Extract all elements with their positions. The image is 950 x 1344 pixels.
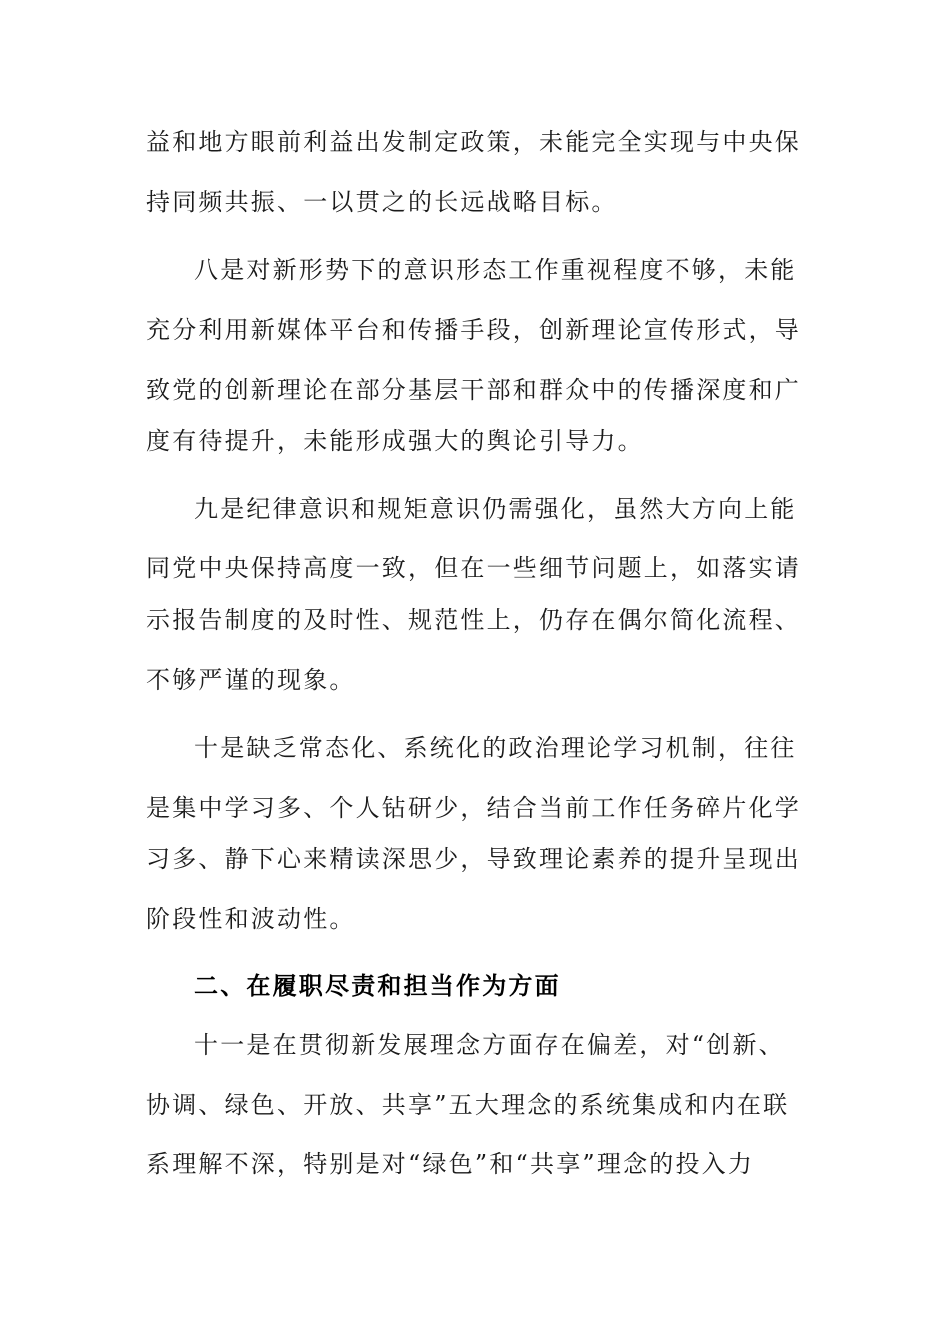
paragraph-2-line-2: 充分利用新媒体平台和传播手段，创新理论宣传形式，导: [146, 316, 801, 344]
paragraph-4-line-1: 十是缺乏常态化、系统化的政治理论学习机制，往往: [194, 734, 797, 762]
paragraph-3-line-2: 同党中央保持高度一致，但在一些细节问题上，如落实请: [146, 554, 801, 582]
paragraph-5-line-3: 系理解不深，特别是对“绿色”和“共享”理念的投入力: [146, 1150, 755, 1178]
paragraph-1-line-2: 持同频共振、一以贯之的长远战略目标。: [146, 188, 618, 216]
paragraph-4-line-3: 习多、静下心来精读深思少，导致理论素养的提升呈现出: [146, 845, 801, 873]
paragraph-3-line-4: 不够严谨的现象。: [146, 666, 356, 694]
paragraph-4-line-4: 阶段性和波动性。: [146, 905, 356, 933]
paragraph-4-line-2: 是集中学习多、个人钻研少，结合当前工作任务碎片化学: [146, 794, 801, 822]
paragraph-2-line-1: 八是对新形势下的意识形态工作重视程度不够，未能: [194, 256, 797, 284]
paragraph-3-line-1: 九是纪律意识和规矩意识仍需强化，虽然大方向上能: [194, 495, 797, 523]
section-heading: 二、在履职尽责和担当作为方面: [194, 972, 561, 1000]
paragraph-5-line-1: 十一是在贯彻新发展理念方面存在偏差，对“创新、: [194, 1031, 785, 1059]
paragraph-3-line-3: 示报告制度的及时性、规范性上，仍存在偶尔简化流程、: [146, 606, 801, 634]
paragraph-2-line-4: 度有待提升，未能形成强大的舆论引导力。: [146, 427, 644, 455]
paragraph-5-line-2: 协调、绿色、开放、共享”五大理念的系统集成和内在联: [146, 1091, 790, 1119]
paragraph-1-line-1: 益和地方眼前利益出发制定政策，未能完全实现与中央保: [146, 128, 801, 156]
paragraph-2-line-3: 致党的创新理论在部分基层干部和群众中的传播深度和广: [146, 376, 801, 404]
